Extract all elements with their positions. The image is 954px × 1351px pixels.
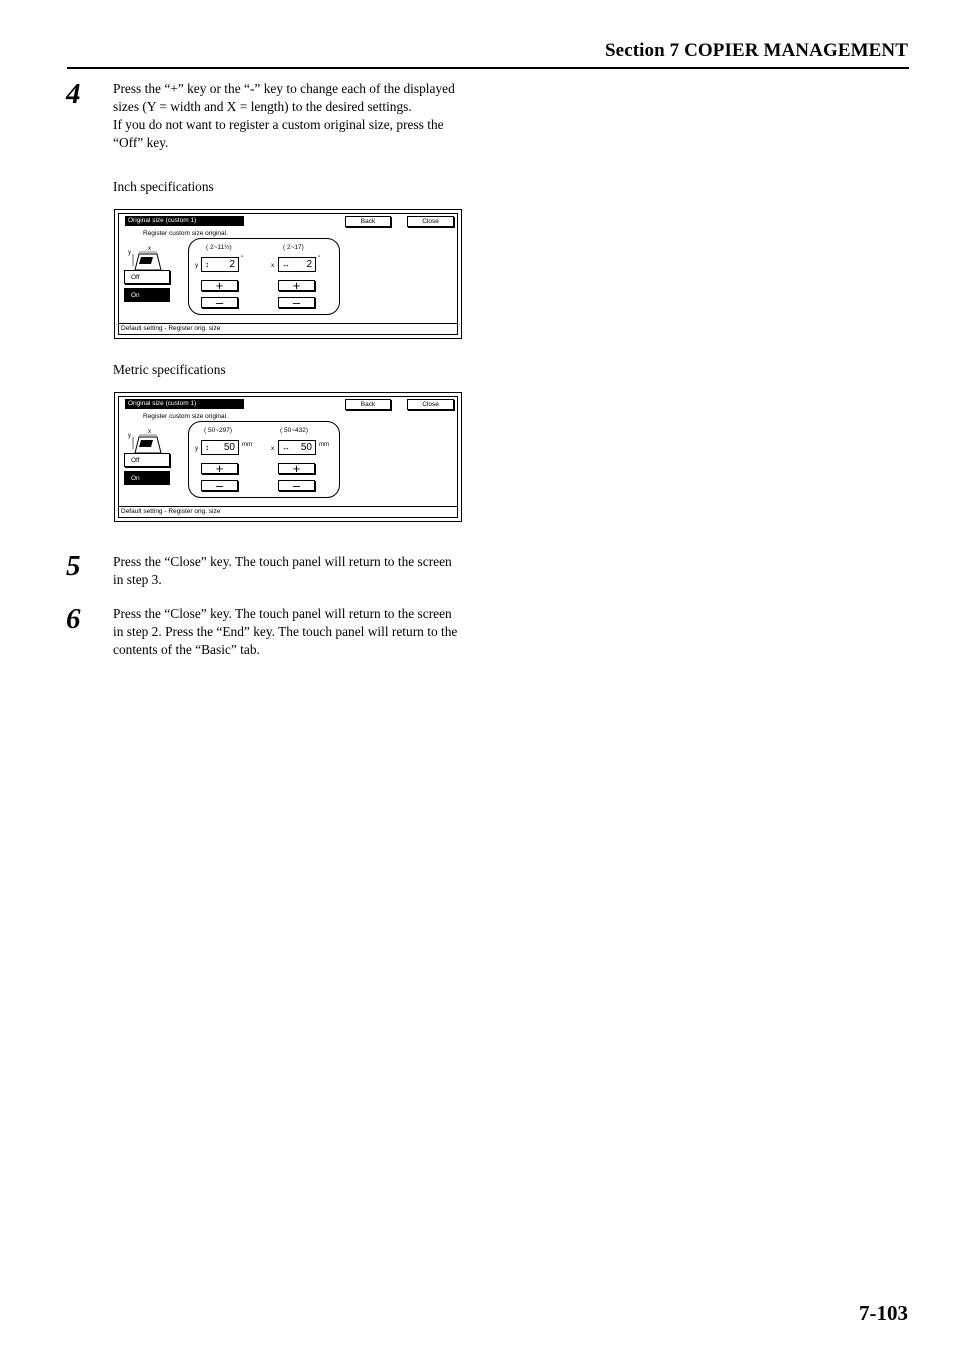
step-5-text	[113, 553, 463, 589]
y-axis-label: y	[195, 445, 199, 452]
instruction-text: Register custom size original.	[143, 230, 228, 237]
back-button[interactable]: Back	[345, 399, 391, 410]
step-4-line-2: If you do not want to register a custom original size, press the “Off” key.	[113, 117, 444, 150]
x-range-label: ( 50~432)	[280, 427, 309, 434]
y-plus-button[interactable]: +	[201, 463, 238, 474]
panel-footer: Default setting - Register orig. size	[119, 323, 457, 334]
close-button[interactable]: Close	[407, 399, 454, 410]
on-button[interactable]: On	[124, 471, 170, 485]
section-title: Section 7 COPIER MANAGEMENT	[605, 40, 908, 61]
x-unit-label: "	[318, 256, 321, 262]
step-6-text	[113, 605, 465, 659]
touch-panel-screen	[114, 392, 462, 522]
instruction-text: Register custom size original.	[143, 413, 228, 420]
x-minus-button[interactable]: –	[278, 480, 315, 491]
off-button[interactable]: Off	[124, 270, 170, 284]
panel-title: Original size (custom 1)	[125, 399, 244, 409]
y-range-label: ( 50~297)	[204, 427, 233, 434]
size-entry-group	[188, 238, 340, 315]
x-unit-label: mm	[319, 442, 329, 448]
x-minus-button[interactable]: –	[278, 297, 315, 308]
y-minus-button[interactable]: –	[201, 480, 238, 491]
svg-text:y: y	[128, 433, 131, 439]
panel-frame	[118, 213, 458, 335]
screen-caption: Inch specifications	[113, 179, 214, 194]
step-5-line-1: Press the “Close” key. The touch panel will return to the screen in step 3.	[113, 554, 452, 587]
x-value-text: 2	[306, 259, 312, 270]
step-number: 5	[66, 550, 81, 582]
height-arrow-icon: ↕	[205, 260, 209, 269]
panel-footer: Default setting - Register orig. size	[119, 506, 457, 517]
on-button[interactable]: On	[124, 288, 170, 302]
y-axis-label: y	[195, 262, 199, 269]
page-number: 7-103	[859, 1301, 908, 1325]
x-plus-button[interactable]: +	[278, 280, 315, 291]
step-4-text	[113, 80, 473, 152]
x-size-value	[278, 257, 316, 272]
y-unit-label: "	[241, 256, 244, 262]
off-button[interactable]: Off	[124, 453, 170, 467]
width-arrow-icon: ↔	[282, 443, 290, 452]
y-value-text: 50	[223, 442, 235, 453]
y-value-text: 2	[229, 259, 235, 270]
close-button[interactable]: Close	[407, 216, 454, 227]
x-axis-label: x	[271, 445, 275, 452]
step-number: 6	[66, 603, 81, 635]
panel-frame	[118, 396, 458, 518]
y-minus-button[interactable]: –	[201, 297, 238, 308]
y-unit-label: mm	[242, 442, 252, 448]
step-6-line-1: Press the “Close” key. The touch panel will return to the screen in step 2. Press the “End” key. The touch panel will return to the contents of the “Basic” tab.	[113, 606, 458, 657]
svg-text:x: x	[148, 429, 151, 435]
step-4-line-1: Press the “+” key or the “-” key to change each of the displayed sizes (Y = width and X = length) to the desired settings.	[113, 81, 455, 114]
y-plus-button[interactable]: +	[201, 280, 238, 291]
y-size-value	[201, 440, 239, 455]
original-size-icon	[127, 244, 169, 272]
touch-panel-screen	[114, 209, 462, 339]
x-value-text: 50	[300, 442, 312, 453]
x-range-label: ( 2~17)	[283, 244, 304, 251]
x-plus-button[interactable]: +	[278, 463, 315, 474]
screen-caption: Metric specifications	[113, 362, 226, 377]
header-divider	[67, 67, 909, 69]
height-arrow-icon: ↕	[205, 443, 209, 452]
x-size-value	[278, 440, 316, 455]
y-size-value	[201, 257, 239, 272]
width-arrow-icon: ↔	[282, 260, 290, 269]
panel-title: Original size (custom 1)	[125, 216, 244, 226]
x-axis-label: x	[271, 262, 275, 269]
back-button[interactable]: Back	[345, 216, 391, 227]
svg-text:x: x	[148, 246, 151, 252]
size-entry-group	[188, 421, 340, 498]
y-range-label: ( 2~11½)	[206, 244, 232, 251]
original-size-icon	[127, 427, 169, 455]
svg-text:y: y	[128, 250, 131, 256]
step-number: 4	[66, 78, 81, 110]
